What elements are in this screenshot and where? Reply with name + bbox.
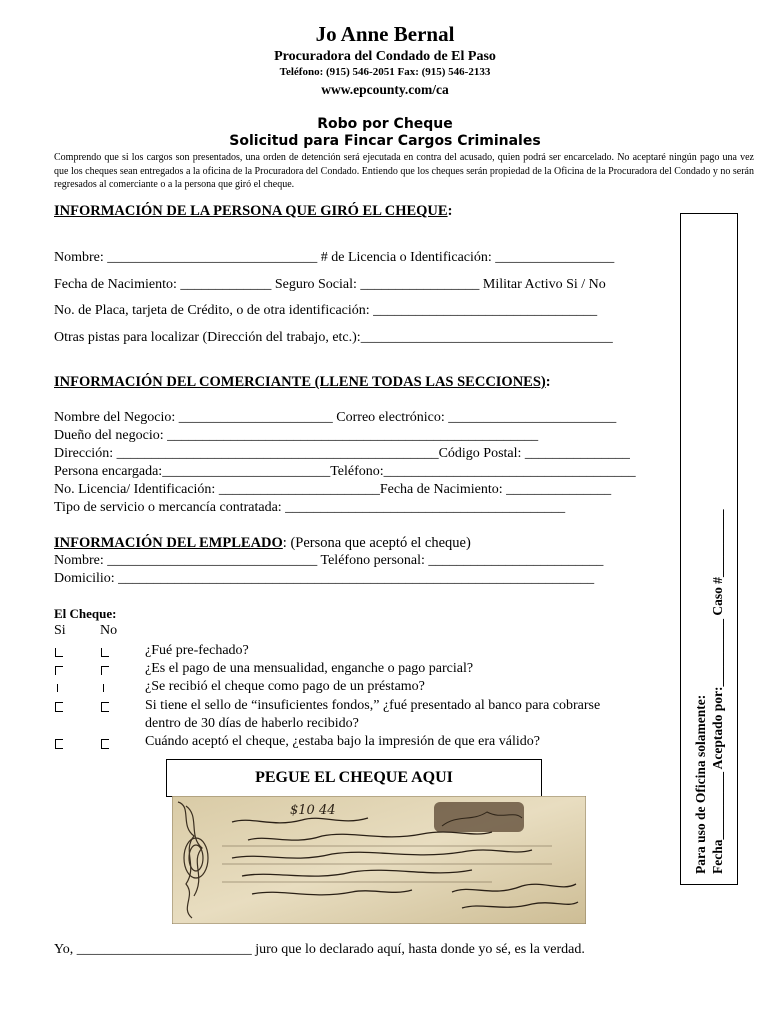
q3-question: ¿Se recibió el cheque como pago de un préstamo? xyxy=(145,679,425,694)
q3-no-checkbox[interactable] xyxy=(103,684,111,692)
office-holder-name: Jo Anne Bernal xyxy=(315,22,455,46)
merchant-owner-field[interactable]: Dueño del negocio: _____________________________________________________ xyxy=(54,428,539,443)
cheque-section-heading: El Cheque: xyxy=(54,606,117,621)
merchant-service-field[interactable]: Tipo de servicio o mercancía contratada: ________________________________________ xyxy=(54,500,566,515)
q2-question: ¿Es el pago de una mensualidad, enganche o pago parcial? xyxy=(145,661,474,676)
form-subtitle: Solicitud para Fincar Cargos Criminales xyxy=(229,133,541,149)
merchant-contact-phone-field[interactable]: Persona encargada:________________________Teléfono:____________________________________ xyxy=(54,464,636,479)
q5-si-checkbox[interactable] xyxy=(55,739,63,749)
column-si-label: Si xyxy=(54,623,66,638)
svg-text:$10 44: $10 44 xyxy=(290,803,336,818)
sample-check-image xyxy=(172,796,586,924)
oath-statement[interactable]: Yo, _________________________ juro que lo declarado aquí, hasta donde yo sé, es la verdad. xyxy=(54,942,585,957)
column-no-label: No xyxy=(100,623,118,638)
drawer-name-id-field[interactable]: Nombre: ______________________________ # de Licencia o Identificación: _________________ xyxy=(54,250,615,265)
drawer-dob-ssn-military-field[interactable]: Fecha de Nacimiento: _____________ Seguro Social: _________________ Militar Activo Si / No xyxy=(54,277,606,292)
merchant-license-dob-field[interactable]: No. Licencia/ Identificación: _______________________Fecha de Nacimiento: _______________ xyxy=(54,482,612,497)
office-use-fields[interactable]: Fecha__________ Aceptado por:__________ Caso #__________ xyxy=(710,509,725,874)
merchant-heading-text: INFORMACIÓN DEL COMERCIANTE (LLENE TODAS LAS SECCIONES) xyxy=(54,374,546,390)
merchant-address-zip-field[interactable]: Dirección: ______________________________________________Código Postal: _______________ xyxy=(54,446,630,461)
employee-section-heading xyxy=(54,535,471,552)
intro-paragraph: Comprendo que si los cargos son presentados, una orden de detención será ejecutada en contra del acusado, quien podrá ser encarcelado. No aceptaré ningún pago una vez que los cheques sean entregados a la oficina de la Procuradora del Condado. Entiendo que los cheques serán propiedad de la Oficina de la Procuradora del Condado y no serán regresados al comerciante o a la persona que giró el cheque. xyxy=(54,152,754,190)
employee-address-field[interactable]: Domicilio: ____________________________________________________________________ xyxy=(54,571,595,586)
merchant-business-email-field[interactable]: Nombre del Negocio: ______________________ Correo electrónico: ________________________ xyxy=(54,410,617,425)
office-use-box xyxy=(680,213,738,885)
office-use-heading: Para uso de Oficina solamente: xyxy=(693,694,708,874)
q1-si-checkbox[interactable] xyxy=(55,648,63,657)
q2-no-checkbox[interactable] xyxy=(101,666,109,675)
employee-name-phone-field[interactable]: Nombre: ______________________________ Teléfono personal: _________________________ xyxy=(54,553,604,568)
website-link[interactable]: www.epcounty.com/ca xyxy=(321,82,449,97)
office-use-text xyxy=(692,224,726,874)
q1-no-checkbox[interactable] xyxy=(101,648,109,657)
q5-question: Cuándo aceptó el cheque, ¿estaba bajo la impresión de que era válido? xyxy=(145,734,540,749)
drawer-plate-card-field[interactable]: No. de Placa, tarjeta de Crédito, o de otra identificación: ________________________________ xyxy=(54,303,598,318)
form-title: Robo por Cheque xyxy=(317,116,453,132)
drawer-heading-text: INFORMACIÓN DE LA PERSONA QUE GIRÓ EL CHEQUE xyxy=(54,203,448,219)
q4-no-checkbox[interactable] xyxy=(101,702,109,712)
employee-heading-text: INFORMACIÓN DEL EMPLEADO xyxy=(54,535,283,551)
office-title: Procuradora del Condado de El Paso xyxy=(274,49,496,64)
merchant-section-heading: INFORMACIÓN DEL COMERCIANTE (LLENE TODAS LAS SECCIONES): xyxy=(54,374,551,390)
q4-question: Si tiene el sello de “insuficientes fondos,” ¿fué presentado al banco para cobrarse xyxy=(145,698,601,713)
q3-si-checkbox[interactable] xyxy=(57,684,65,692)
paste-check-label: PEGUE EL CHEQUE AQUI xyxy=(166,759,542,797)
q4-si-checkbox[interactable] xyxy=(55,702,63,712)
q5-no-checkbox[interactable] xyxy=(101,739,109,749)
employee-heading-note: : (Persona que aceptó el cheque) xyxy=(282,535,471,551)
q2-si-checkbox[interactable] xyxy=(55,666,63,675)
q1-question: ¿Fué pre-fechado? xyxy=(145,643,249,658)
drawer-other-clues-field[interactable]: Otras pistas para localizar (Dirección del trabajo, etc.):____________________________________ xyxy=(54,330,613,345)
drawer-section-heading: INFORMACIÓN DE LA PERSONA QUE GIRÓ EL CHEQUE: xyxy=(54,203,453,219)
q4-question-continued: dentro de 30 días de haberlo recibido? xyxy=(145,716,359,731)
contact-phones: Teléfono: (915) 546-2051 Fax: (915) 546-2133 xyxy=(279,66,491,78)
